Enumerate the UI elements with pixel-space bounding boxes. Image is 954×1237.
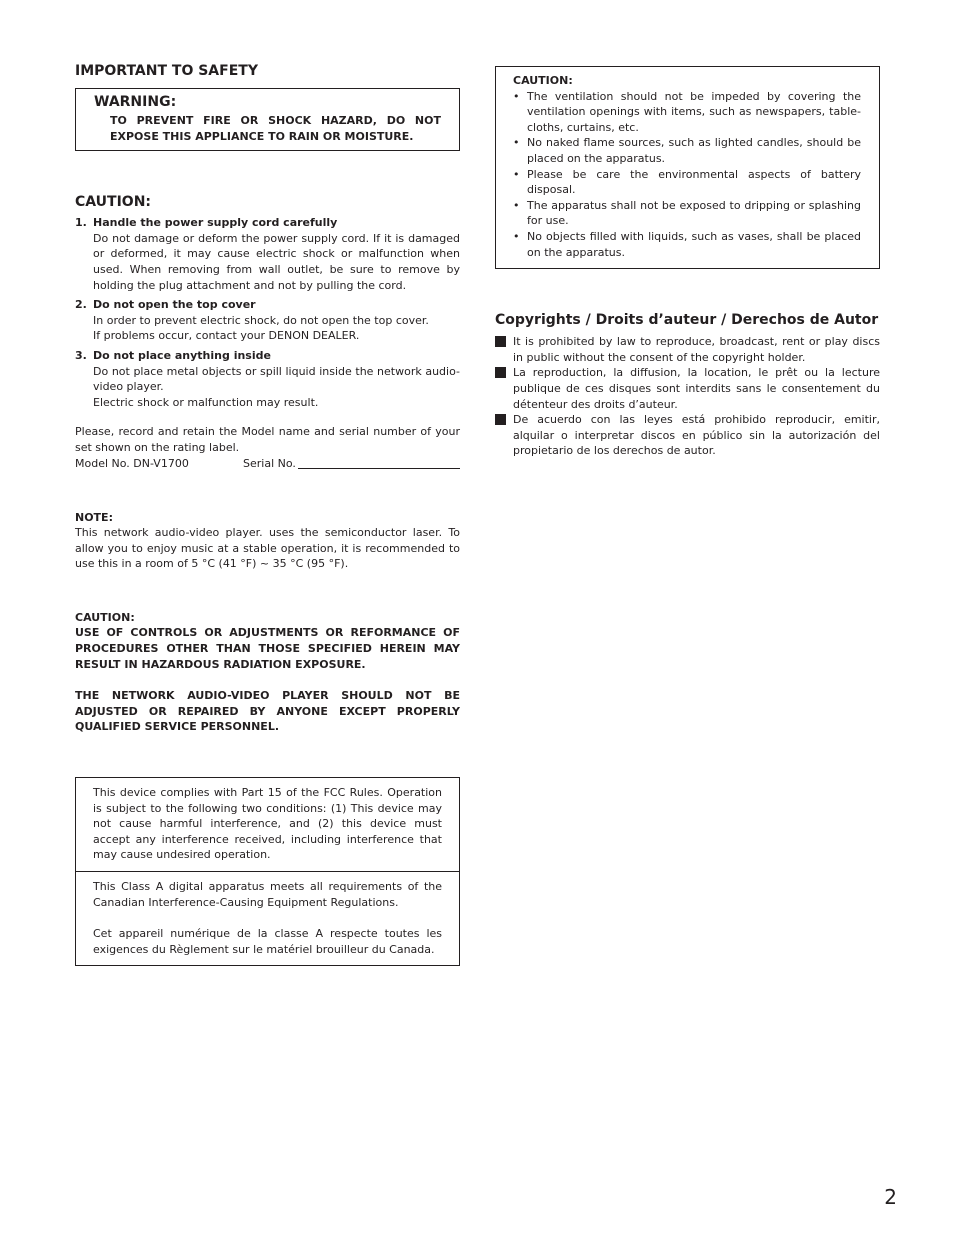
- caution-box-title: CAUTION:: [513, 74, 573, 87]
- canada-statement: [76, 871, 459, 965]
- item-body: Do not place metal objects or spill liquid inside the network audio-video player.: [93, 364, 460, 394]
- list-item: La reproduction, la diffusion, la location, le prêt ou la lecture publique de ces disques sont interdits sans le consentement du détenteur des droits d’auteur.: [495, 365, 880, 412]
- canada-text-fr: Cet appareil numérique de la classe A respecte toutes les exigences du Règlement sur le matériel brouilleur du Canada.: [93, 927, 442, 956]
- model-serial-row: [75, 456, 460, 472]
- list-item: It is prohibited by law to reproduce, broadcast, rent or play discs in public without the consent of the copyright holder.: [495, 334, 880, 365]
- square-bullet-icon: [495, 414, 506, 425]
- copyrights-list: [495, 334, 880, 459]
- item-body-2: If problems occur, contact your DENON DEALER.: [93, 329, 360, 343]
- record-instructions: Please, record and retain the Model name and serial number of your set shown on the rating label.: [75, 425, 460, 454]
- item-title: Do not place anything inside: [93, 348, 271, 362]
- square-bullet-icon: [495, 367, 506, 378]
- note-block: [75, 510, 460, 572]
- item-body: Do not damage or deform the power supply cord. If it is damaged or deformed, it may cause electric shock or malfunction when used. When removing from wall outlet, be sure to remove by holding the plug attachment and not by pulling the cord.: [93, 231, 460, 292]
- caution-item-1: [75, 215, 460, 293]
- fcc-box: [75, 777, 460, 966]
- model-label: Model No. DN-V1700: [75, 456, 189, 470]
- item-title: Handle the power supply cord carefully: [93, 216, 338, 230]
- fcc-text: This device complies with Part 15 of the FCC Rules. Operation is subject to the following two conditions: (1) This device may not cause harmful interference, and (2) this device must accept any interference received, including interference that may cause undesired operation.: [93, 786, 442, 862]
- serial-write-line: [298, 456, 460, 469]
- bullet-icon: •: [513, 136, 520, 150]
- section-title: IMPORTANT TO SAFETY: [75, 63, 258, 79]
- list-item: • Please be care the environmental aspects of battery disposal.: [513, 167, 861, 197]
- caution-heading: CAUTION:: [75, 194, 152, 211]
- warning-box: [75, 88, 460, 151]
- fcc-statement: [76, 778, 459, 871]
- laser-caution-block: [75, 610, 460, 735]
- list-item: • The ventilation should not be impeded by covering the ventilation openings with items, such as newspapers, table-cloths, curtains, etc.: [513, 89, 861, 134]
- item-title: Do not open the top cover: [93, 298, 256, 312]
- list-item: • No objects filled with liquids, such as vases, shall be placed on the apparatus.: [513, 229, 861, 259]
- note-title: NOTE:: [75, 510, 113, 524]
- serial-label: Serial No.: [243, 456, 296, 470]
- list-item: • The apparatus shall not be exposed to dripping or splashing for use.: [513, 198, 861, 228]
- warning-title: WARNING:: [94, 94, 177, 110]
- ventilation-caution-box: [495, 66, 880, 269]
- laser-caution-title: CAUTION:: [75, 610, 135, 624]
- list-item: • No naked flame sources, such as lighted candles, should be placed on the apparatus.: [513, 136, 861, 165]
- bullet-icon: •: [513, 89, 520, 103]
- laser-caution-text: USE OF CONTROLS OR ADJUSTMENTS OR REFORMANCE OF PROCEDURES OTHER THAN THOSE SPECIFIED HEREIN MAY RESULT IN HAZARDOUS RADIATION EXPOSURE.: [75, 626, 460, 671]
- warning-text: TO PREVENT FIRE OR SHOCK HAZARD, DO NOT EXPOSE THIS APPLIANCE TO RAIN OR MOISTURE.: [110, 114, 441, 143]
- copyrights-title: Copyrights / Droits d’auteur / Derechos de Autor: [495, 312, 879, 329]
- item-body-2: Electric shock or malfunction may result.: [93, 395, 319, 409]
- page-number: 2: [884, 1185, 897, 1209]
- list-item: De acuerdo con las leyes está prohibido reproducir, emitir, alquilar o interpretar discos en público sin la autorización del propietario de los derechos de autor.: [495, 412, 880, 459]
- item-number: 1.: [75, 216, 87, 230]
- item-number: 3.: [75, 348, 87, 362]
- item-number: 2.: [75, 298, 87, 312]
- right-column: [495, 66, 880, 459]
- caution-item-2: [75, 297, 460, 344]
- bullet-icon: •: [513, 167, 520, 181]
- left-column: [75, 62, 460, 966]
- square-bullet-icon: [495, 336, 506, 347]
- canada-text-en: This Class A digital apparatus meets all requirements of the Canadian Interference-Causing Equipment Regulations.: [93, 880, 442, 909]
- note-text: This network audio-video player. uses the semiconductor laser. To allow you to enjoy music at a stable operation, it is recommended to use this in a room of 5 °C (41 °F) ~ 35 °C (95 °F).: [75, 526, 460, 571]
- bullet-icon: •: [513, 198, 520, 212]
- bullet-icon: •: [513, 229, 520, 243]
- caution-item-3: [75, 348, 460, 410]
- item-body: In order to prevent electric shock, do not open the top cover.: [93, 313, 429, 327]
- service-warning-text: THE NETWORK AUDIO-VIDEO PLAYER SHOULD NOT BE ADJUSTED OR REPAIRED BY ANYONE EXCEPT PROPERLY QUALIFIED SERVICE PERSONNEL.: [75, 689, 460, 734]
